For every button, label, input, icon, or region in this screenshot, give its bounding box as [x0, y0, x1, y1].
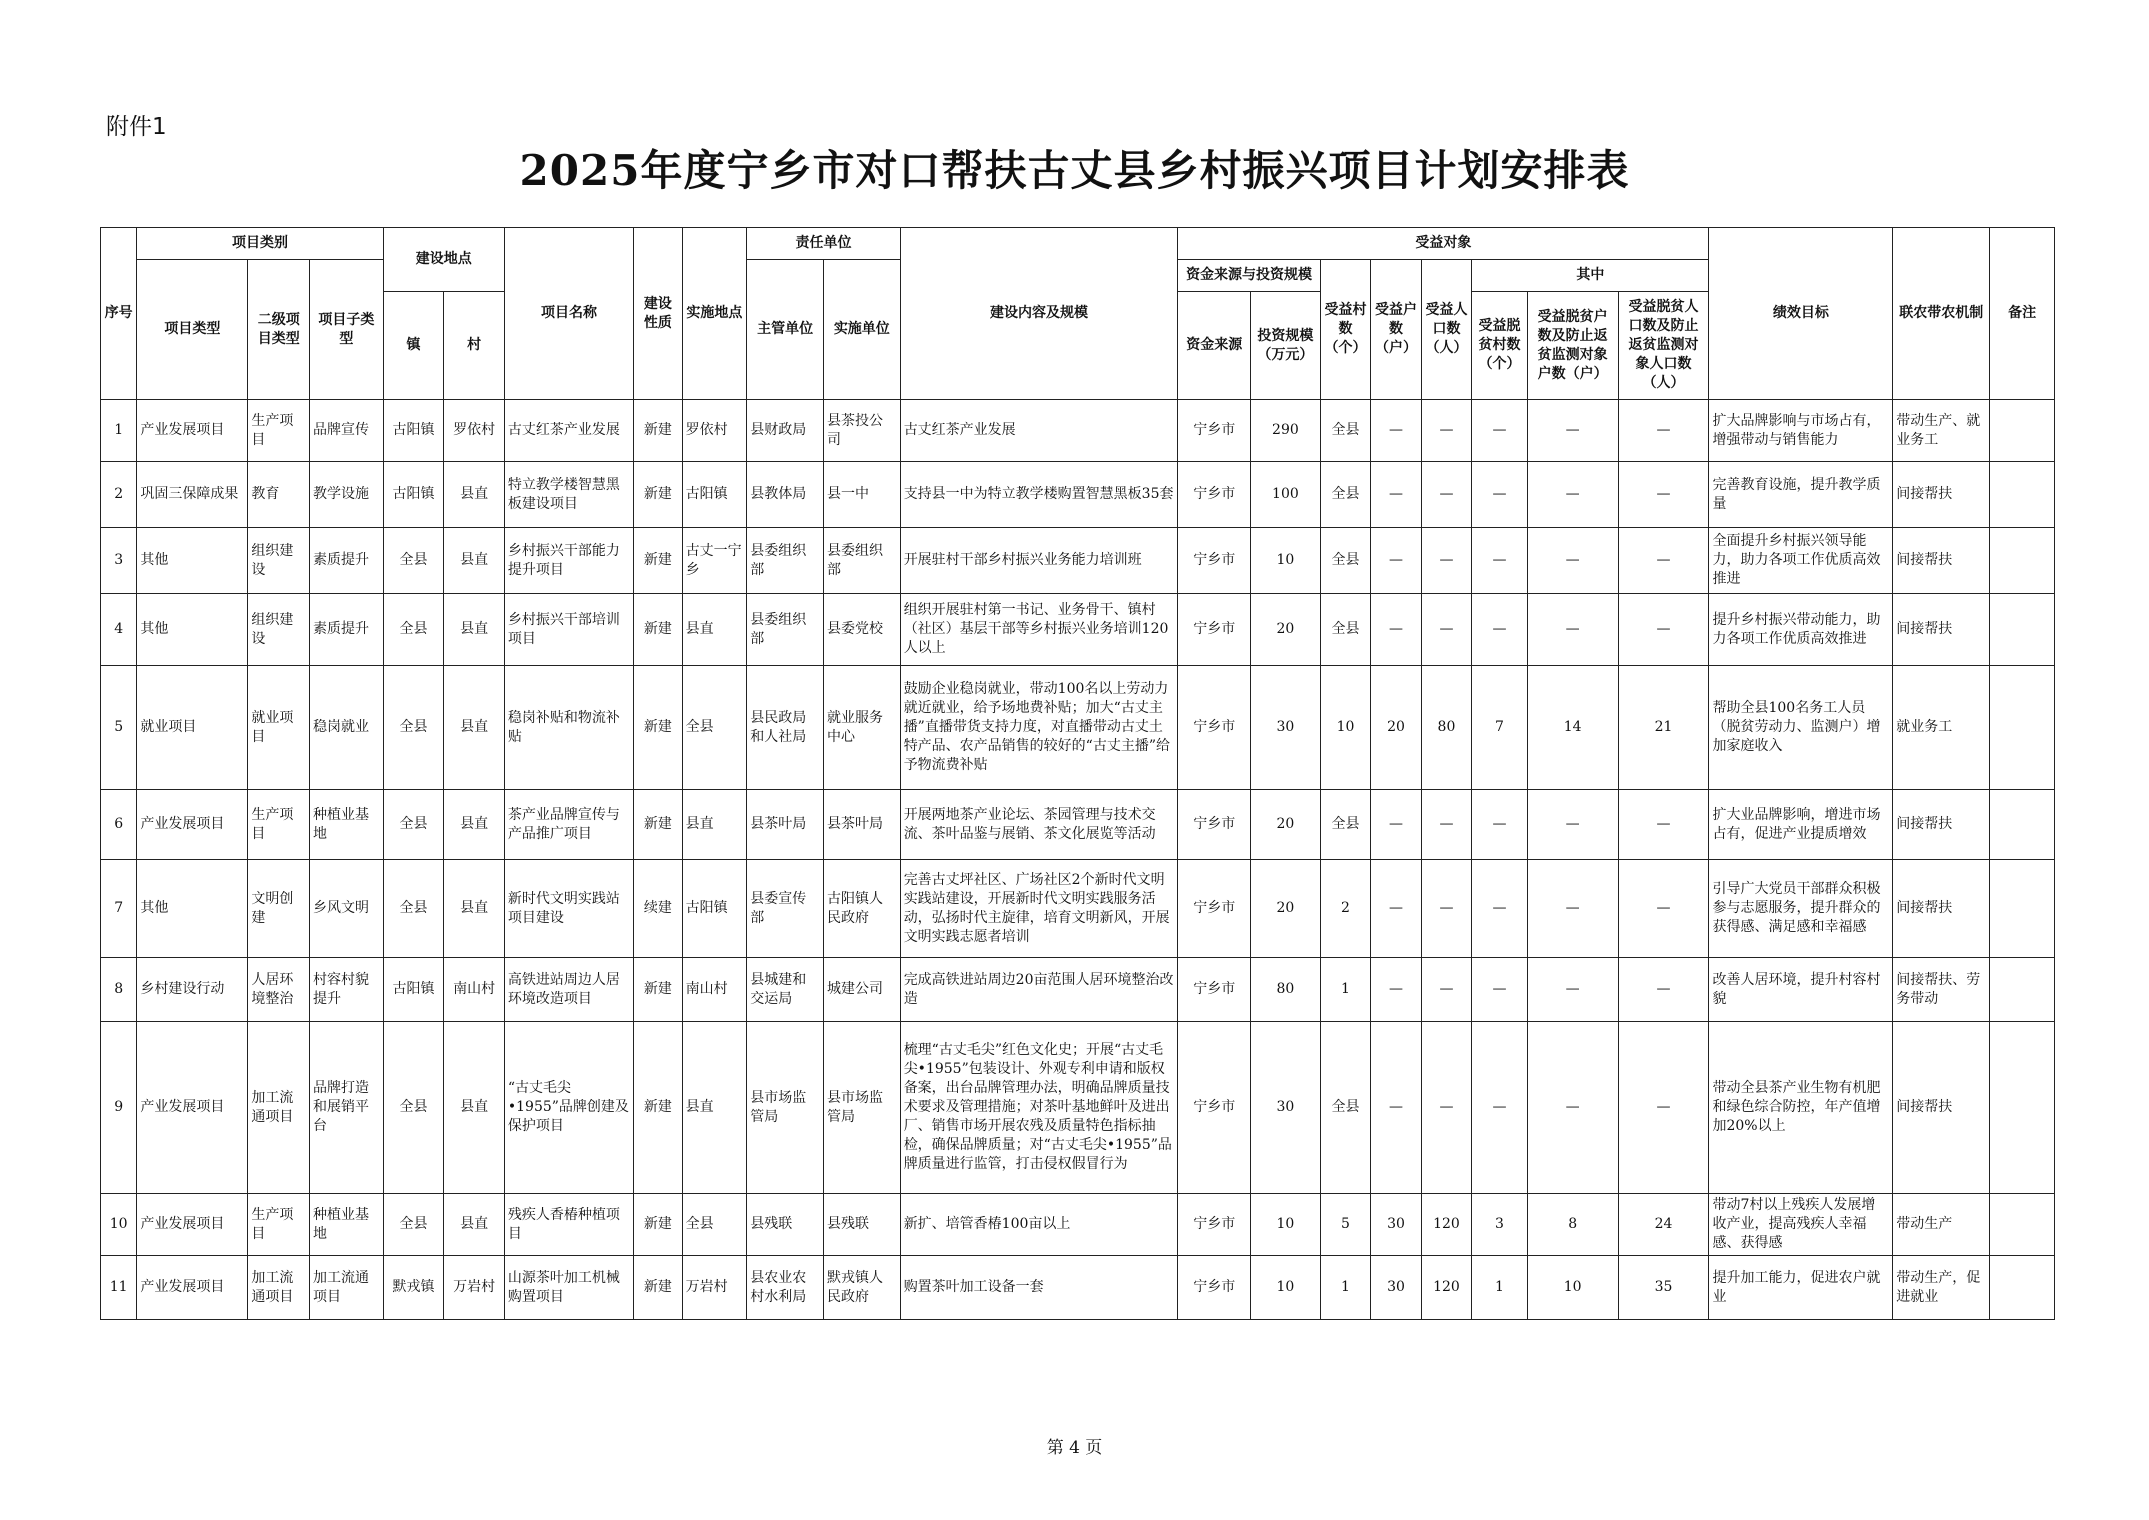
table-body [101, 400, 2055, 1320]
cell-nature: 新建 [634, 958, 682, 1022]
table-row [101, 462, 2055, 528]
cell-fund-source: 宁乡市 [1178, 666, 1251, 790]
cell-poor-population: — [1618, 1022, 1709, 1194]
cell-content: 开展两地茶产业论坛、茶园管理与技术交流、茶叶品鉴与展销、茶文化展览等活动 [900, 790, 1178, 860]
cell-town: 古阳镇 [383, 958, 444, 1022]
header-project-name: 项目名称 [504, 228, 633, 400]
cell-poor-population: — [1618, 790, 1709, 860]
cell-remark [1990, 528, 2055, 594]
cell-fund-source: 宁乡市 [1178, 1256, 1251, 1320]
cell-poor-households: — [1527, 400, 1618, 462]
cell-mechanism: 间接帮扶、劳务带动 [1893, 958, 1990, 1022]
table-row [101, 666, 2055, 790]
cell-poor-villages: 7 [1472, 666, 1528, 790]
cell-sub: 教学设施 [310, 462, 384, 528]
cell-implementer: 古阳镇人民政府 [823, 860, 900, 958]
cell-poor-households: — [1527, 1022, 1618, 1194]
project-plan-table [100, 227, 2055, 1320]
cell-invest: 10 [1251, 1194, 1321, 1256]
header-category-level2: 二级项目类型 [248, 260, 310, 400]
cell-poor-villages: — [1472, 528, 1528, 594]
cell-poor-households: — [1527, 528, 1618, 594]
table-row [101, 860, 2055, 958]
cell-level2: 教育 [248, 462, 310, 528]
header-nature: 建设性质 [634, 228, 682, 400]
cell-poor-villages: — [1472, 958, 1528, 1022]
header-resp-group: 责任单位 [747, 228, 900, 260]
table-row [101, 1256, 2055, 1320]
cell-ben-villages: 全县 [1320, 462, 1370, 528]
cell-sub: 乡风文明 [310, 860, 384, 958]
header-remarks: 备注 [1990, 228, 2055, 400]
header-location-group: 建设地点 [383, 228, 504, 292]
cell-mechanism: 间接帮扶 [1893, 462, 1990, 528]
cell-remark [1990, 1022, 2055, 1194]
cell-ben-villages: 1 [1320, 958, 1370, 1022]
cell-seq: 4 [101, 594, 137, 666]
cell-level2: 人居环境整治 [248, 958, 310, 1022]
cell-invest: 20 [1251, 790, 1321, 860]
cell-performance: 全面提升乡村振兴领导能力，助力各项工作优质高效推进 [1709, 528, 1893, 594]
cell-project-name: 残疾人香椿种植项目 [504, 1194, 633, 1256]
cell-remark [1990, 1194, 2055, 1256]
header-competent: 主管单位 [747, 260, 824, 400]
header-performance: 绩效目标 [1709, 228, 1893, 400]
header-poor-villages: 受益脱贫村数（个） [1472, 292, 1528, 400]
cell-seq: 6 [101, 790, 137, 860]
cell-implementer: 县茶叶局 [823, 790, 900, 860]
cell-seq: 2 [101, 462, 137, 528]
cell-project-name: 新时代文明实践站项目建设 [504, 860, 633, 958]
cell-mechanism: 间接帮扶 [1893, 860, 1990, 958]
cell-fund-source: 宁乡市 [1178, 790, 1251, 860]
cell-content: 完善古丈坪社区、广场社区2个新时代文明实践站建设，开展新时代文明实践服务活动，弘扬时代主旋律，培育文明新风，开展文明实践志愿者培训 [900, 860, 1178, 958]
cell-ben-population: — [1421, 528, 1471, 594]
cell-ben-population: — [1421, 958, 1471, 1022]
cell-impl-site: 万岩村 [682, 1256, 747, 1320]
header-poor-population: 受益脱贫人口数及防止返贫监测对象人口数（人） [1618, 292, 1709, 400]
cell-ben-villages: 全县 [1320, 528, 1370, 594]
cell-project-name: “古丈毛尖•1955”品牌创建及保护项目 [504, 1022, 633, 1194]
header-town: 镇 [383, 292, 444, 400]
cell-ben-population: — [1421, 462, 1471, 528]
cell-type: 乡村建设行动 [137, 958, 248, 1022]
cell-ben-villages: 1 [1320, 1256, 1370, 1320]
attachment-label: 附件1 [106, 114, 167, 140]
cell-seq: 1 [101, 400, 137, 462]
cell-poor-villages: — [1472, 790, 1528, 860]
cell-competent: 县委组织部 [747, 528, 824, 594]
cell-nature: 新建 [634, 790, 682, 860]
cell-type: 就业项目 [137, 666, 248, 790]
page-footer: 第 4 页 [1046, 1438, 1103, 1458]
cell-poor-villages: — [1472, 1022, 1528, 1194]
cell-ben-households: 20 [1371, 666, 1421, 790]
cell-poor-households: — [1527, 594, 1618, 666]
cell-nature: 新建 [634, 1194, 682, 1256]
cell-implementer: 县茶投公司 [823, 400, 900, 462]
cell-ben-villages: 2 [1320, 860, 1370, 958]
cell-poor-population: — [1618, 958, 1709, 1022]
cell-ben-population: — [1421, 1022, 1471, 1194]
cell-ben-households: 30 [1371, 1194, 1421, 1256]
cell-impl-site: 古阳镇 [682, 462, 747, 528]
cell-performance: 提升加工能力，促进农户就业 [1709, 1256, 1893, 1320]
cell-seq: 5 [101, 666, 137, 790]
header-category-group: 项目类别 [137, 228, 383, 260]
cell-impl-site: 全县 [682, 1194, 747, 1256]
cell-town: 古阳镇 [383, 462, 444, 528]
cell-town: 默戎镇 [383, 1256, 444, 1320]
cell-seq: 9 [101, 1022, 137, 1194]
cell-level2: 生产项目 [248, 400, 310, 462]
cell-seq: 3 [101, 528, 137, 594]
cell-level2: 就业项目 [248, 666, 310, 790]
cell-village: 县直 [444, 790, 505, 860]
cell-invest: 30 [1251, 666, 1321, 790]
cell-impl-site: 罗依村 [682, 400, 747, 462]
cell-type: 产业发展项目 [137, 1256, 248, 1320]
cell-level2: 组织建设 [248, 528, 310, 594]
cell-remark [1990, 860, 2055, 958]
cell-competent: 县民政局和人社局 [747, 666, 824, 790]
cell-fund-source: 宁乡市 [1178, 594, 1251, 666]
cell-content: 古丈红茶产业发展 [900, 400, 1178, 462]
cell-content: 鼓励企业稳岗就业，带动100名以上劳动力就近就业，给予场地费补贴；加大“古丈主播”直播带货支持力度，对直播带动古丈土特产品、农产品销售的较好的“古丈主播”给予物流费补贴 [900, 666, 1178, 790]
cell-poor-villages: — [1472, 462, 1528, 528]
cell-level2: 生产项目 [248, 790, 310, 860]
cell-seq: 10 [101, 1194, 137, 1256]
cell-ben-population: — [1421, 860, 1471, 958]
cell-project-name: 乡村振兴干部能力提升项目 [504, 528, 633, 594]
cell-sub: 稳岗就业 [310, 666, 384, 790]
cell-implementer: 县市场监管局 [823, 1022, 900, 1194]
cell-poor-households: 8 [1527, 1194, 1618, 1256]
header-category-type: 项目类型 [137, 260, 248, 400]
cell-invest: 80 [1251, 958, 1321, 1022]
cell-ben-population: — [1421, 400, 1471, 462]
cell-type: 产业发展项目 [137, 790, 248, 860]
cell-implementer: 县委组织部 [823, 528, 900, 594]
cell-content: 梳理“古丈毛尖”红色文化史；开展“古丈毛尖•1955”包装设计、外观专利申请和版权备案，出台品牌管理办法，明确品牌质量技术要求及管理措施；对茶叶基地鲜叶及进出厂、销售市场开展农残及质量特色指标抽检，确保品牌质量；对“古丈毛尖•1955”品牌质量进行监管，打击侵权假冒行为 [900, 1022, 1178, 1194]
table-row [101, 790, 2055, 860]
header-implementer: 实施单位 [823, 260, 900, 400]
cell-village: 罗依村 [444, 400, 505, 462]
table-row [101, 528, 2055, 594]
cell-poor-population: 35 [1618, 1256, 1709, 1320]
cell-content: 新扩、培管香椿100亩以上 [900, 1194, 1178, 1256]
cell-poor-population: — [1618, 528, 1709, 594]
cell-sub: 品牌打造和展销平台 [310, 1022, 384, 1194]
header-content: 建设内容及规模 [900, 228, 1178, 400]
cell-sub: 种植业基地 [310, 1194, 384, 1256]
cell-competent: 县委组织部 [747, 594, 824, 666]
cell-project-name: 稳岗补贴和物流补贴 [504, 666, 633, 790]
cell-ben-households: — [1371, 462, 1421, 528]
cell-mechanism: 带动生产 [1893, 1194, 1990, 1256]
cell-poor-population: 21 [1618, 666, 1709, 790]
cell-type: 产业发展项目 [137, 1022, 248, 1194]
cell-performance: 引导广大党员干部群众积极参与志愿服务，提升群众的获得感、满足感和幸福感 [1709, 860, 1893, 958]
cell-poor-villages: — [1472, 594, 1528, 666]
cell-fund-source: 宁乡市 [1178, 958, 1251, 1022]
cell-level2: 生产项目 [248, 1194, 310, 1256]
cell-ben-households: — [1371, 958, 1421, 1022]
cell-sub: 村容村貌提升 [310, 958, 384, 1022]
header-invest: 投资规模（万元） [1251, 292, 1321, 400]
cell-invest: 20 [1251, 594, 1321, 666]
cell-sub: 种植业基地 [310, 790, 384, 860]
cell-poor-population: — [1618, 860, 1709, 958]
cell-invest: 10 [1251, 528, 1321, 594]
cell-competent: 县农业农村水利局 [747, 1256, 824, 1320]
cell-impl-site: 全县 [682, 666, 747, 790]
cell-project-name: 特立教学楼智慧黑板建设项目 [504, 462, 633, 528]
cell-performance: 完善教育设施，提升教学质量 [1709, 462, 1893, 528]
cell-poor-villages: — [1472, 860, 1528, 958]
cell-ben-households: — [1371, 790, 1421, 860]
cell-mechanism: 间接帮扶 [1893, 1022, 1990, 1194]
cell-poor-households: — [1527, 958, 1618, 1022]
cell-town: 全县 [383, 860, 444, 958]
cell-competent: 县市场监管局 [747, 1022, 824, 1194]
table-row [101, 1194, 2055, 1256]
cell-invest: 30 [1251, 1022, 1321, 1194]
cell-village: 县直 [444, 462, 505, 528]
header-impl-site: 实施地点 [682, 228, 747, 400]
header-ben-population: 受益人口数（人） [1421, 260, 1471, 400]
cell-nature: 新建 [634, 666, 682, 790]
cell-impl-site: 县直 [682, 594, 747, 666]
cell-remark [1990, 790, 2055, 860]
cell-nature: 新建 [634, 1022, 682, 1194]
cell-nature: 新建 [634, 1256, 682, 1320]
cell-fund-source: 宁乡市 [1178, 400, 1251, 462]
cell-impl-site: 古丈一宁乡 [682, 528, 747, 594]
cell-poor-households: — [1527, 462, 1618, 528]
cell-ben-population: 120 [1421, 1194, 1471, 1256]
cell-fund-source: 宁乡市 [1178, 462, 1251, 528]
header-poor-households: 受益脱贫户数及防止返贫监测对象户数（户） [1527, 292, 1618, 400]
table-row [101, 1022, 2055, 1194]
cell-ben-households: — [1371, 860, 1421, 958]
cell-nature: 新建 [634, 400, 682, 462]
cell-ben-households: — [1371, 528, 1421, 594]
cell-invest: 100 [1251, 462, 1321, 528]
cell-performance: 帮助全县100名务工人员（脱贫劳动力、监测户）增加家庭收入 [1709, 666, 1893, 790]
cell-implementer: 默戎镇人民政府 [823, 1256, 900, 1320]
table-row [101, 594, 2055, 666]
cell-ben-households: 30 [1371, 1256, 1421, 1320]
cell-town: 全县 [383, 1022, 444, 1194]
cell-competent: 县教体局 [747, 462, 824, 528]
cell-poor-population: 24 [1618, 1194, 1709, 1256]
cell-competent: 县茶叶局 [747, 790, 824, 860]
cell-remark [1990, 1256, 2055, 1320]
cell-poor-villages: 1 [1472, 1256, 1528, 1320]
cell-ben-villages: 10 [1320, 666, 1370, 790]
cell-type: 其他 [137, 594, 248, 666]
cell-invest: 20 [1251, 860, 1321, 958]
cell-type: 巩固三保障成果 [137, 462, 248, 528]
cell-competent: 县城建和交运局 [747, 958, 824, 1022]
cell-content: 支持县一中为特立教学楼购置智慧黑板35套 [900, 462, 1178, 528]
cell-ben-population: 120 [1421, 1256, 1471, 1320]
cell-village: 南山村 [444, 958, 505, 1022]
cell-nature: 新建 [634, 528, 682, 594]
cell-ben-households: — [1371, 1022, 1421, 1194]
cell-level2: 加工流通项目 [248, 1256, 310, 1320]
table-row [101, 400, 2055, 462]
cell-sub: 素质提升 [310, 528, 384, 594]
cell-nature: 新建 [634, 594, 682, 666]
cell-sub: 加工流通项目 [310, 1256, 384, 1320]
header-village: 村 [444, 292, 505, 400]
cell-town: 古阳镇 [383, 400, 444, 462]
cell-town: 全县 [383, 666, 444, 790]
cell-poor-villages: 3 [1472, 1194, 1528, 1256]
header-fund-source: 资金来源 [1178, 292, 1251, 400]
cell-implementer: 就业服务中心 [823, 666, 900, 790]
cell-ben-villages: 全县 [1320, 1022, 1370, 1194]
cell-performance: 扩大业品牌影响，增进市场占有，促进产业提质增效 [1709, 790, 1893, 860]
cell-project-name: 茶产业品牌宣传与产品推广项目 [504, 790, 633, 860]
cell-ben-villages: 全县 [1320, 400, 1370, 462]
cell-mechanism: 间接帮扶 [1893, 790, 1990, 860]
cell-mechanism: 间接帮扶 [1893, 528, 1990, 594]
cell-poor-households: 14 [1527, 666, 1618, 790]
cell-content: 开展驻村干部乡村振兴业务能力培训班 [900, 528, 1178, 594]
cell-remark [1990, 462, 2055, 528]
header-beneficiary-group: 受益对象 [1178, 228, 1709, 260]
cell-project-name: 乡村振兴干部培训项目 [504, 594, 633, 666]
cell-impl-site: 古阳镇 [682, 860, 747, 958]
cell-implementer: 县委党校 [823, 594, 900, 666]
cell-impl-site: 县直 [682, 790, 747, 860]
cell-performance: 扩大品牌影响与市场占有，增强带动与销售能力 [1709, 400, 1893, 462]
header-category-sub: 项目子类型 [310, 260, 384, 400]
cell-type: 产业发展项目 [137, 400, 248, 462]
cell-remark [1990, 594, 2055, 666]
cell-type: 其他 [137, 860, 248, 958]
cell-impl-site: 县直 [682, 1022, 747, 1194]
cell-fund-source: 宁乡市 [1178, 1194, 1251, 1256]
cell-content: 购置茶叶加工设备一套 [900, 1256, 1178, 1320]
header-fund-group: 资金来源与投资规模 [1178, 260, 1320, 292]
cell-ben-population: 80 [1421, 666, 1471, 790]
header-seq: 序号 [101, 228, 137, 400]
cell-town: 全县 [383, 528, 444, 594]
cell-seq: 11 [101, 1256, 137, 1320]
cell-competent: 县财政局 [747, 400, 824, 462]
cell-level2: 组织建设 [248, 594, 310, 666]
cell-performance: 提升乡村振兴带动能力，助力各项工作优质高效推进 [1709, 594, 1893, 666]
cell-remark [1990, 958, 2055, 1022]
document-title: 2025年度宁乡市对口帮扶古丈县乡村振兴项目计划安排表 [519, 146, 1630, 195]
cell-poor-households: — [1527, 790, 1618, 860]
cell-mechanism: 间接帮扶 [1893, 594, 1990, 666]
cell-fund-source: 宁乡市 [1178, 860, 1251, 958]
cell-invest: 290 [1251, 400, 1321, 462]
cell-sub: 素质提升 [310, 594, 384, 666]
cell-poor-households: — [1527, 860, 1618, 958]
cell-town: 全县 [383, 594, 444, 666]
cell-nature: 续建 [634, 860, 682, 958]
cell-impl-site: 南山村 [682, 958, 747, 1022]
cell-seq: 8 [101, 958, 137, 1022]
header-among-group: 其中 [1472, 260, 1709, 292]
cell-performance: 改善人居环境，提升村容村貌 [1709, 958, 1893, 1022]
cell-ben-households: — [1371, 594, 1421, 666]
cell-village: 县直 [444, 1022, 505, 1194]
cell-town: 全县 [383, 790, 444, 860]
cell-village: 县直 [444, 528, 505, 594]
cell-poor-households: 10 [1527, 1256, 1618, 1320]
cell-type: 产业发展项目 [137, 1194, 248, 1256]
cell-fund-source: 宁乡市 [1178, 1022, 1251, 1194]
cell-project-name: 山源茶叶加工机械购置项目 [504, 1256, 633, 1320]
cell-performance: 带动全县茶产业生物有机肥和绿色综合防控，年产值增加20%以上 [1709, 1022, 1893, 1194]
cell-competent: 县委宣传部 [747, 860, 824, 958]
cell-village: 县直 [444, 860, 505, 958]
cell-ben-population: — [1421, 594, 1471, 666]
cell-content: 完成高铁进站周边20亩范围人居环境整治改造 [900, 958, 1178, 1022]
cell-implementer: 县一中 [823, 462, 900, 528]
cell-level2: 加工流通项目 [248, 1022, 310, 1194]
cell-seq: 7 [101, 860, 137, 958]
cell-village: 县直 [444, 594, 505, 666]
cell-village: 县直 [444, 666, 505, 790]
cell-mechanism: 就业务工 [1893, 666, 1990, 790]
cell-poor-population: — [1618, 400, 1709, 462]
cell-mechanism: 带动生产、就业务工 [1893, 400, 1990, 462]
cell-invest: 10 [1251, 1256, 1321, 1320]
cell-project-name: 高铁进站周边人居环境改造项目 [504, 958, 633, 1022]
cell-town: 全县 [383, 1194, 444, 1256]
cell-poor-villages: — [1472, 400, 1528, 462]
cell-competent: 县残联 [747, 1194, 824, 1256]
cell-fund-source: 宁乡市 [1178, 528, 1251, 594]
cell-implementer: 城建公司 [823, 958, 900, 1022]
header-ben-villages: 受益村数（个） [1320, 260, 1370, 400]
header-ben-households: 受益户数（户） [1371, 260, 1421, 400]
cell-mechanism: 带动生产，促进就业 [1893, 1256, 1990, 1320]
cell-poor-population: — [1618, 462, 1709, 528]
cell-poor-population: — [1618, 594, 1709, 666]
table-row [101, 958, 2055, 1022]
cell-type: 其他 [137, 528, 248, 594]
cell-ben-villages: 全县 [1320, 790, 1370, 860]
cell-nature: 新建 [634, 462, 682, 528]
cell-implementer: 县残联 [823, 1194, 900, 1256]
cell-village: 万岩村 [444, 1256, 505, 1320]
cell-performance: 带动7村以上残疾人发展增收产业，提高残疾人幸福感、获得感 [1709, 1194, 1893, 1256]
header-mechanism: 联农带农机制 [1893, 228, 1990, 400]
cell-project-name: 古丈红茶产业发展 [504, 400, 633, 462]
cell-remark [1990, 666, 2055, 790]
cell-content: 组织开展驻村第一书记、业务骨干、镇村（社区）基层干部等乡村振兴业务培训120人以上 [900, 594, 1178, 666]
cell-ben-villages: 全县 [1320, 594, 1370, 666]
cell-ben-households: — [1371, 400, 1421, 462]
cell-ben-villages: 5 [1320, 1194, 1370, 1256]
cell-sub: 品牌宣传 [310, 400, 384, 462]
cell-ben-population: — [1421, 790, 1471, 860]
cell-village: 县直 [444, 1194, 505, 1256]
cell-level2: 文明创建 [248, 860, 310, 958]
cell-remark [1990, 400, 2055, 462]
